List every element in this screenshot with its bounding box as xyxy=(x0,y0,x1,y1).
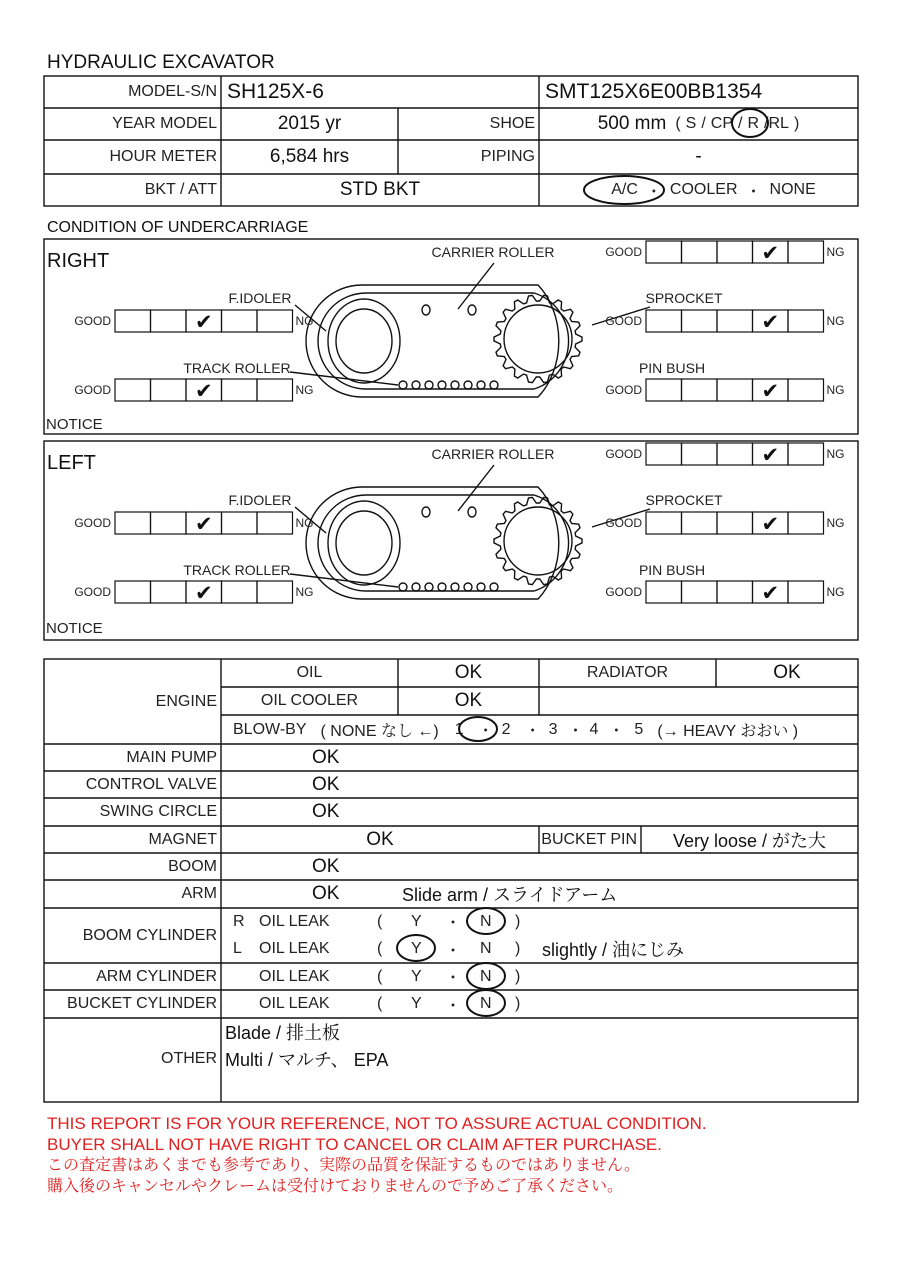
magnet-value: OK xyxy=(366,828,394,850)
blowby-level-4: 4 xyxy=(589,720,599,738)
disclaimer-block xyxy=(47,1113,707,1197)
right-f-idoler-good-label: GOOD xyxy=(74,314,111,328)
left-track-roller-2 xyxy=(412,583,420,591)
right-track-roller-good-label: GOOD xyxy=(74,383,111,397)
blowby-none-text: ( NONE なし ←) xyxy=(320,723,439,740)
right-pin-bush-cell-1 xyxy=(646,379,682,401)
boom-cyl-l-n: N xyxy=(480,940,492,957)
right-pin-bush-check-mark: ✔ xyxy=(761,380,780,403)
right-f-idoler-label: F.IDOLER xyxy=(228,290,292,306)
left-carrier-roller-cell-5 xyxy=(788,443,824,465)
left-carrier-roller-check-mark: ✔ xyxy=(761,444,780,467)
blowby-level-5: 5 xyxy=(634,720,644,738)
left-track-roller-good-label: GOOD xyxy=(74,585,111,599)
left-carrier-roller-2 xyxy=(468,507,476,517)
blowby-row: BLOW-BY ( NONE なし ←) 1 ・ 2 ・ 3 ・ 4 ・ 5 (→ HEAVY おおい ) xyxy=(221,715,858,744)
arm-cyl-y: Y xyxy=(411,967,422,985)
oil-cooler-label: OIL COOLER xyxy=(260,692,359,709)
left-sprocket-cell-3 xyxy=(717,512,753,534)
right-carrier-roller-cell-1 xyxy=(646,241,682,263)
left-pin-bush-cell-1 xyxy=(646,581,682,603)
left-track-roller-cell-4 xyxy=(222,581,258,603)
radiator-value: OK xyxy=(773,662,801,683)
arm-value: OK xyxy=(312,883,340,904)
right-track-roller-6 xyxy=(464,381,472,389)
left-carrier-roller-label: CARRIER ROLLER xyxy=(431,446,555,462)
right-sprocket-cell-3 xyxy=(717,310,753,332)
left-track-roller-ng-label: NG xyxy=(295,585,314,599)
right-pin-bush-label: PIN BUSH xyxy=(638,360,706,376)
arm-label: ARM xyxy=(181,885,217,902)
blowby-level-3: 3 xyxy=(548,720,558,738)
left-carrier-roller-cell-1 xyxy=(646,443,682,465)
right-carrier-roller-cell-3 xyxy=(717,241,753,263)
right-sprocket-ng-label: NG xyxy=(826,314,845,328)
left-carrier-roller-good-label: GOOD xyxy=(605,447,642,461)
left-sprocket-check-mark: ✔ xyxy=(761,513,780,536)
boom-cyl-l-note: slightly / 油にじみ xyxy=(542,940,685,960)
left-track-roller-check-mark: ✔ xyxy=(194,582,213,605)
radiator-label: RADIATOR xyxy=(586,664,669,681)
right-idler-outer xyxy=(328,299,400,383)
bucket-cylinder-label: BUCKET CYLINDER xyxy=(67,995,217,1012)
disclaimer-line-2: BUYER SHALL NOT HAVE RIGHT TO CANCEL OR CLAIM AFTER PURCHASE. xyxy=(47,1135,662,1154)
serial-value: SMT125X6E00BB1354 xyxy=(545,80,763,103)
year-model-label: YEAR MODEL xyxy=(112,115,217,132)
blowby-level-1: 1 xyxy=(454,720,464,738)
shoe-label: SHOE xyxy=(489,115,535,132)
right-track-roller-cell-1 xyxy=(115,379,151,401)
oil-label: OIL xyxy=(296,664,323,681)
oil-value: OK xyxy=(454,662,483,683)
right-f-idoler-ng-label: NG xyxy=(295,314,314,328)
left-sprocket-ng-label: NG xyxy=(826,516,845,530)
right-sprocket-cell-1 xyxy=(646,310,682,332)
right-notice-label: NOTICE xyxy=(46,415,103,433)
right-track-roller-cell-4 xyxy=(222,379,258,401)
att-option-none: NONE xyxy=(769,181,816,198)
boom-cyl-l-oil-leak: OIL LEAK xyxy=(259,940,330,957)
att-options: A/C ・ COOLER ・ NONE xyxy=(611,181,816,201)
boom-cyl-l-side: L xyxy=(233,940,242,957)
right-track-roller-2 xyxy=(412,381,420,389)
right-track-roller-7 xyxy=(477,381,485,389)
left-pin-bush-ng-label: NG xyxy=(826,585,845,599)
bucket-pin-label: BUCKET PIN xyxy=(541,830,637,848)
right-carrier-roller-cell-2 xyxy=(682,241,718,263)
right-track-roller-label: TRACK ROLLER xyxy=(183,360,291,376)
left-track-roller-3 xyxy=(425,583,433,591)
blowby-heavy-text: (→ HEAVY おおい ) xyxy=(657,723,799,740)
right-carrier-leader xyxy=(458,263,494,309)
left-track-roller-cell-1 xyxy=(115,581,151,603)
right-track-roller-8 xyxy=(490,381,498,389)
boom-cyl-r-y: Y xyxy=(411,912,422,930)
left-track-roller-8 xyxy=(490,583,498,591)
right-pin-bush-cell-3 xyxy=(717,379,753,401)
right-track-roller-cell-2 xyxy=(151,379,187,401)
piping-label: PIPING xyxy=(480,148,535,165)
engine-label: ENGINE xyxy=(155,692,217,710)
undercarriage-title: CONDITION OF UNDERCARRIAGE xyxy=(47,219,309,236)
left-track-roller-1 xyxy=(399,583,407,591)
left-track-roller-cell-2 xyxy=(151,581,187,603)
right-sprocket-cell-2 xyxy=(682,310,718,332)
arm-cylinder-label: ARM CYLINDER xyxy=(96,967,217,985)
swing-circle-value: OK xyxy=(312,801,340,822)
right-f-idoler-check-mark: ✔ xyxy=(194,311,213,334)
left-pin-bush-good-label: GOOD xyxy=(605,585,642,599)
right-carrier-roller-2 xyxy=(468,305,476,315)
att-option-cooler: COOLER xyxy=(669,181,738,198)
header-selection-marks xyxy=(0,0,905,220)
left-f-idoler-cell-1 xyxy=(115,512,151,534)
right-side-label: RIGHT xyxy=(47,249,110,272)
right-track-inner xyxy=(318,293,569,389)
bucket-pin-value: Very loose / がた大 xyxy=(672,830,827,851)
right-carrier-roller-good-label: GOOD xyxy=(605,245,642,259)
left-carrier-roller-ng-label: NG xyxy=(826,447,845,461)
left-track-roller-5 xyxy=(451,583,459,591)
right-f-idoler-cell-1 xyxy=(115,310,151,332)
right-track-roller-cell-5 xyxy=(257,379,293,401)
right-f-idoler-cell-4 xyxy=(222,310,258,332)
other-line-1: Blade / 排土板 xyxy=(225,1023,341,1043)
blowby-selected-circle xyxy=(459,717,497,741)
blowby-level-2: 2 xyxy=(501,720,511,738)
att-selected-circle xyxy=(584,176,664,204)
year-value: 2015 yr xyxy=(277,113,342,134)
right-track-roller-3 xyxy=(425,381,433,389)
right-sprocket-hub xyxy=(504,305,572,373)
right-f-idoler-cell-5 xyxy=(257,310,293,332)
model-sn-label: MODEL-S/N xyxy=(128,83,217,100)
control-valve-label: CONTROL VALVE xyxy=(85,775,217,793)
right-sprocket-check-mark: ✔ xyxy=(761,311,780,334)
left-undercarriage-diagram xyxy=(0,441,905,640)
right-carrier-roller-cell-5 xyxy=(788,241,824,263)
other-line-2: Multi / マルチ、 EPA xyxy=(225,1050,389,1070)
left-idler-inner xyxy=(336,511,392,575)
right-sprocket-cell-5 xyxy=(788,310,824,332)
left-track-roller-7 xyxy=(477,583,485,591)
disclaimer-line-3: この査定書はあくまでも参考であり、実際の品質を保証するものではありません。 xyxy=(47,1157,640,1174)
report-title: HYDRAULIC EXCAVATOR xyxy=(47,52,275,73)
left-pin-bush-check-mark: ✔ xyxy=(761,582,780,605)
right-sprocket-good-label: GOOD xyxy=(605,314,642,328)
left-side-label: LEFT xyxy=(47,451,96,474)
main-pump-label: MAIN PUMP xyxy=(126,748,217,766)
right-carrier-roller-label: CARRIER ROLLER xyxy=(431,244,555,260)
shoe-close-paren: ) xyxy=(793,115,800,132)
left-sprocket-cell-5 xyxy=(788,512,824,534)
boom-cyl-r-selected-circle xyxy=(467,908,505,934)
arm-cyl-n: N xyxy=(480,967,492,985)
boom-cyl-r-side: R xyxy=(233,912,245,930)
left-sprocket-label: SPROCKET xyxy=(645,492,723,508)
hour-meter-value: 6,584 hrs xyxy=(269,146,350,167)
left-track-roller-cell-5 xyxy=(257,581,293,603)
left-carrier-leader xyxy=(458,465,494,511)
left-pin-bush-cell-3 xyxy=(717,581,753,603)
left-f-idoler-ng-label: NG xyxy=(295,516,314,530)
left-pin-bush-cell-5 xyxy=(788,581,824,603)
disclaimer-line-1: THIS REPORT IS FOR YOUR REFERENCE, NOT TO ASSURE ACTUAL CONDITION. xyxy=(47,1114,707,1133)
left-idler-outer xyxy=(328,501,400,585)
left-sprocket-cell-1 xyxy=(646,512,682,534)
inspection-selection-marks xyxy=(0,700,905,1030)
bucket-cyl-oil-leak: OIL LEAK xyxy=(259,995,330,1012)
swing-circle-label: SWING CIRCLE xyxy=(99,803,217,820)
left-f-idoler-label: F.IDOLER xyxy=(228,492,292,508)
right-idler-inner xyxy=(336,309,392,373)
left-pin-bush-cell-2 xyxy=(682,581,718,603)
shoe-option-rl: /RL xyxy=(764,115,789,132)
right-carrier-roller-1 xyxy=(422,305,430,315)
shoe-value: 500 mm ( S / CP / R /RL ) xyxy=(597,113,800,134)
boom-value: OK xyxy=(312,855,340,877)
blowby-label: BLOW-BY xyxy=(233,720,307,738)
arm-cyl-oil-leak: OIL LEAK xyxy=(259,967,330,985)
left-carrier-roller-cell-2 xyxy=(682,443,718,465)
shoe-option-s: S xyxy=(685,115,697,132)
right-track-roller-1 xyxy=(399,381,407,389)
right-pin-bush-cell-5 xyxy=(788,379,824,401)
boom-cyl-r-oil-leak: OIL LEAK xyxy=(259,912,330,930)
shoe-option-r: R xyxy=(747,115,760,132)
bucket-cyl-y: Y xyxy=(411,995,422,1012)
left-sprocket-cell-2 xyxy=(682,512,718,534)
left-sprocket-good-label: GOOD xyxy=(605,516,642,530)
right-track-roller-ng-label: NG xyxy=(295,383,314,397)
att-option-ac: A/C xyxy=(611,181,638,198)
right-track-roller-5 xyxy=(451,381,459,389)
shoe-option-cp: CP xyxy=(710,115,734,132)
model-value: SH125X-6 xyxy=(227,80,324,103)
left-track-roller-6 xyxy=(464,583,472,591)
disclaimer-line-4: 購入後のキャンセルやクレームは受付けておりませんので予めご了承ください。 xyxy=(47,1178,624,1195)
left-track-roller-label: TRACK ROLLER xyxy=(183,562,291,578)
right-pin-bush-cell-2 xyxy=(682,379,718,401)
left-f-idoler-cell-5 xyxy=(257,512,293,534)
boom-label: BOOM xyxy=(168,857,217,875)
left-pin-bush-label: PIN BUSH xyxy=(638,562,706,578)
left-notice-label: NOTICE xyxy=(46,619,103,637)
right-carrier-roller-ng-label: NG xyxy=(826,245,845,259)
left-carrier-roller-cell-3 xyxy=(717,443,753,465)
right-sprocket-label: SPROCKET xyxy=(645,290,723,306)
arm-note: Slide arm / スライドアーム xyxy=(402,885,618,905)
bucket-cyl-selected-circle xyxy=(467,990,505,1016)
hour-meter-label: HOUR METER xyxy=(109,148,217,165)
right-pin-bush-ng-label: NG xyxy=(826,383,845,397)
boom-cyl-l-selected-circle xyxy=(397,935,435,961)
right-undercarriage-diagram xyxy=(0,239,905,434)
shoe-width: 500 mm xyxy=(597,113,667,134)
left-f-idoler-check-mark: ✔ xyxy=(194,513,213,536)
right-track-roller-4 xyxy=(438,381,446,389)
control-valve-value: OK xyxy=(312,773,340,795)
left-f-idoler-cell-2 xyxy=(151,512,187,534)
left-f-idoler-good-label: GOOD xyxy=(74,516,111,530)
left-track-inner xyxy=(318,495,569,591)
main-pump-value: OK xyxy=(312,746,340,768)
bkt-att-label: BKT / ATT xyxy=(144,181,217,198)
arm-cyl-selected-circle xyxy=(467,963,505,989)
left-track-drawing xyxy=(290,465,650,599)
oil-cooler-value: OK xyxy=(454,690,483,711)
boom-cyl-l-y: Y xyxy=(411,940,422,957)
bkt-value: STD BKT xyxy=(339,179,421,200)
left-f-idoler-cell-4 xyxy=(222,512,258,534)
bucket-cyl-n: N xyxy=(480,995,492,1012)
left-carrier-roller-1 xyxy=(422,507,430,517)
right-track-drawing xyxy=(290,263,650,397)
right-carrier-roller-check-mark: ✔ xyxy=(761,242,780,265)
shoe-selected-circle xyxy=(732,109,768,137)
boom-cyl-r-n: N xyxy=(480,912,492,930)
right-f-idoler-cell-2 xyxy=(151,310,187,332)
boom-cylinder-label: BOOM CYLINDER xyxy=(82,926,217,944)
shoe-open-paren: ( xyxy=(675,115,681,132)
right-track-roller-check-mark: ✔ xyxy=(194,380,213,403)
left-track-roller-4 xyxy=(438,583,446,591)
other-label: OTHER xyxy=(161,1050,217,1067)
left-sprocket-hub xyxy=(504,507,572,575)
right-pin-bush-good-label: GOOD xyxy=(605,383,642,397)
piping-value: - xyxy=(695,146,702,167)
magnet-label: MAGNET xyxy=(148,830,217,848)
